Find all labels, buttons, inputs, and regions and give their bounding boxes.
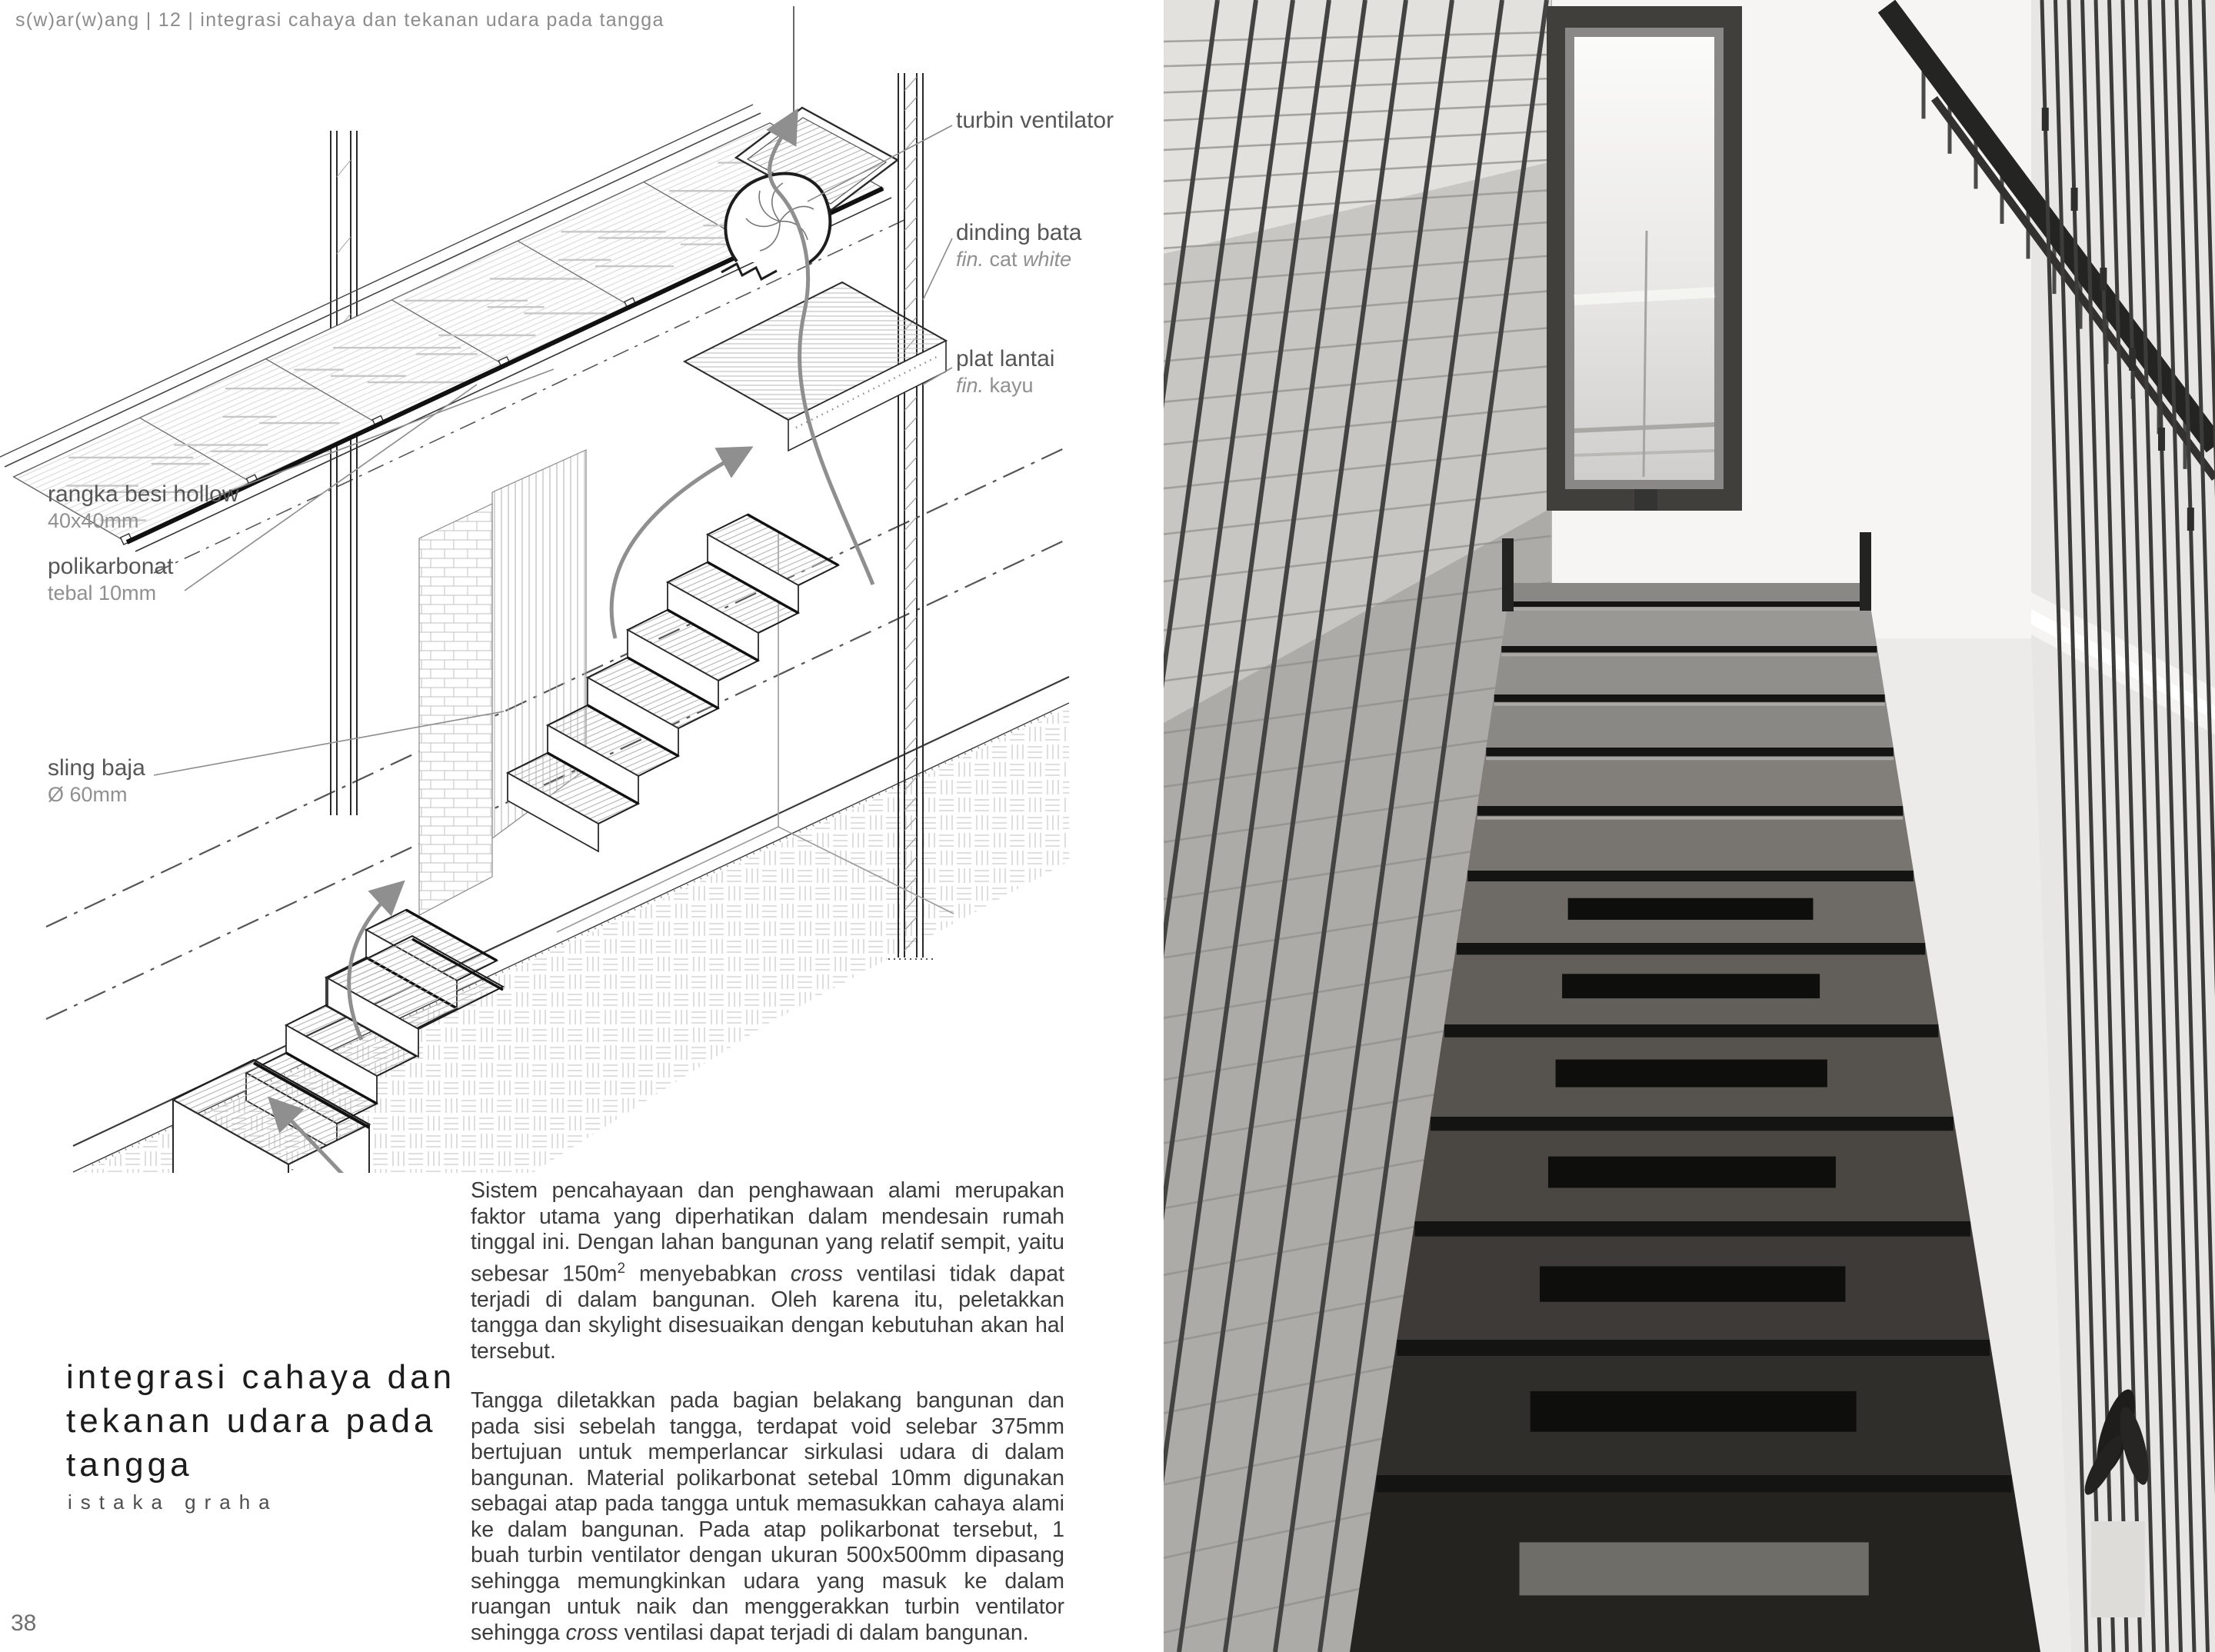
label-plat-lantai	[956, 346, 1054, 398]
p2-text: ventilasi dapat terjadi di dalam bangunan.	[618, 1620, 1029, 1645]
label-title: sling baja	[48, 755, 145, 781]
finish-italic: white	[1023, 248, 1072, 271]
label-turbin-ventilator	[956, 108, 1114, 134]
p1-text: Sistem pencahayaan dan penghawaan alami merupakan faktor utama yang diperhatikan dalam mendesain rumah tinggal ini. Dengan lahan bangunan yang relatif sempit, yaitu sebesar 150m	[471, 1178, 1064, 1286]
label-finish	[956, 246, 1081, 272]
page-number: 38	[11, 1610, 37, 1636]
brick-wall-elevation	[419, 504, 492, 915]
p1-text: menyebabkan	[625, 1261, 791, 1286]
glass-reflection	[1574, 292, 1714, 300]
article-author: istaka graha	[68, 1490, 278, 1514]
label-title: polikarbonat	[48, 554, 174, 579]
label-finish	[956, 372, 1054, 398]
axonometric-stair-skylight-diagram	[0, 0, 1164, 1173]
italic-cross: cross	[565, 1620, 618, 1645]
label-spec: 40x40mm	[48, 509, 139, 532]
newel-post-left	[1502, 538, 1514, 611]
label-title: plat lantai	[956, 346, 1055, 371]
p1-text: ventilasi tidak dapat terjadi di dalam bangunan. Oleh karena itu, peletakkan tangga dan skylight disesuaikan dengan kebutuhan akan hal tersebut.	[471, 1261, 1064, 1364]
finish-text: kayu	[984, 374, 1034, 397]
italic-cross: cross	[790, 1261, 843, 1286]
label-sling-baja	[48, 755, 145, 808]
label-title: rangka besi hollow	[48, 481, 239, 507]
body-paragraph-1	[471, 1178, 1064, 1364]
superscript-2: 2	[617, 1260, 626, 1277]
label-polikarbonat	[48, 554, 173, 606]
tall-window	[1547, 6, 1742, 511]
label-title: dinding bata	[956, 220, 1082, 245]
label-title: turbin ventilator	[956, 108, 1114, 133]
window-latch	[1634, 489, 1657, 511]
p2-text: Tangga diletakkan pada bagian belakang bangunan dan pada sisi sebelah tangga, terdapat void selebar 375mm bertujuan untuk memperlancar sirkulasi udara di dalam bangunan. Material polikarbonat setebal 10mm digunakan sebagai atap pada tangga untuk memasukkan cahaya alami ke dalam bangunan. Pada atap polikarbonat tersebut, 1 buah turbin ventilator dengan ukuran 500x500mm dipasang sehingga memungkinkan udara yang masuk ke dalam ruangan untuk naik dan menggerakkan turbin ventilator sehingga	[471, 1388, 1064, 1645]
page-header: s(w)ar(w)ang | 12 | integrasi cahaya dan tekanan udara pada tangga	[15, 9, 664, 31]
article-body	[471, 1178, 1064, 1646]
article-title: integrasi cahaya dan tekanan udara pada tangga	[66, 1358, 456, 1484]
label-dinding-bata	[956, 220, 1081, 272]
fin-abbrev: fin.	[956, 248, 984, 271]
label-spec: Ø 60mm	[48, 783, 128, 806]
fin-abbrev: fin.	[956, 374, 984, 397]
left-wall-section	[331, 131, 357, 815]
label-spec: tebal 10mm	[48, 581, 157, 605]
body-paragraph-2	[471, 1388, 1064, 1646]
staircase-photo	[1164, 0, 2215, 1652]
finish-text: cat	[984, 248, 1024, 271]
label-rangka-besi-hollow	[48, 481, 238, 534]
newel-post-right	[1860, 532, 1871, 611]
